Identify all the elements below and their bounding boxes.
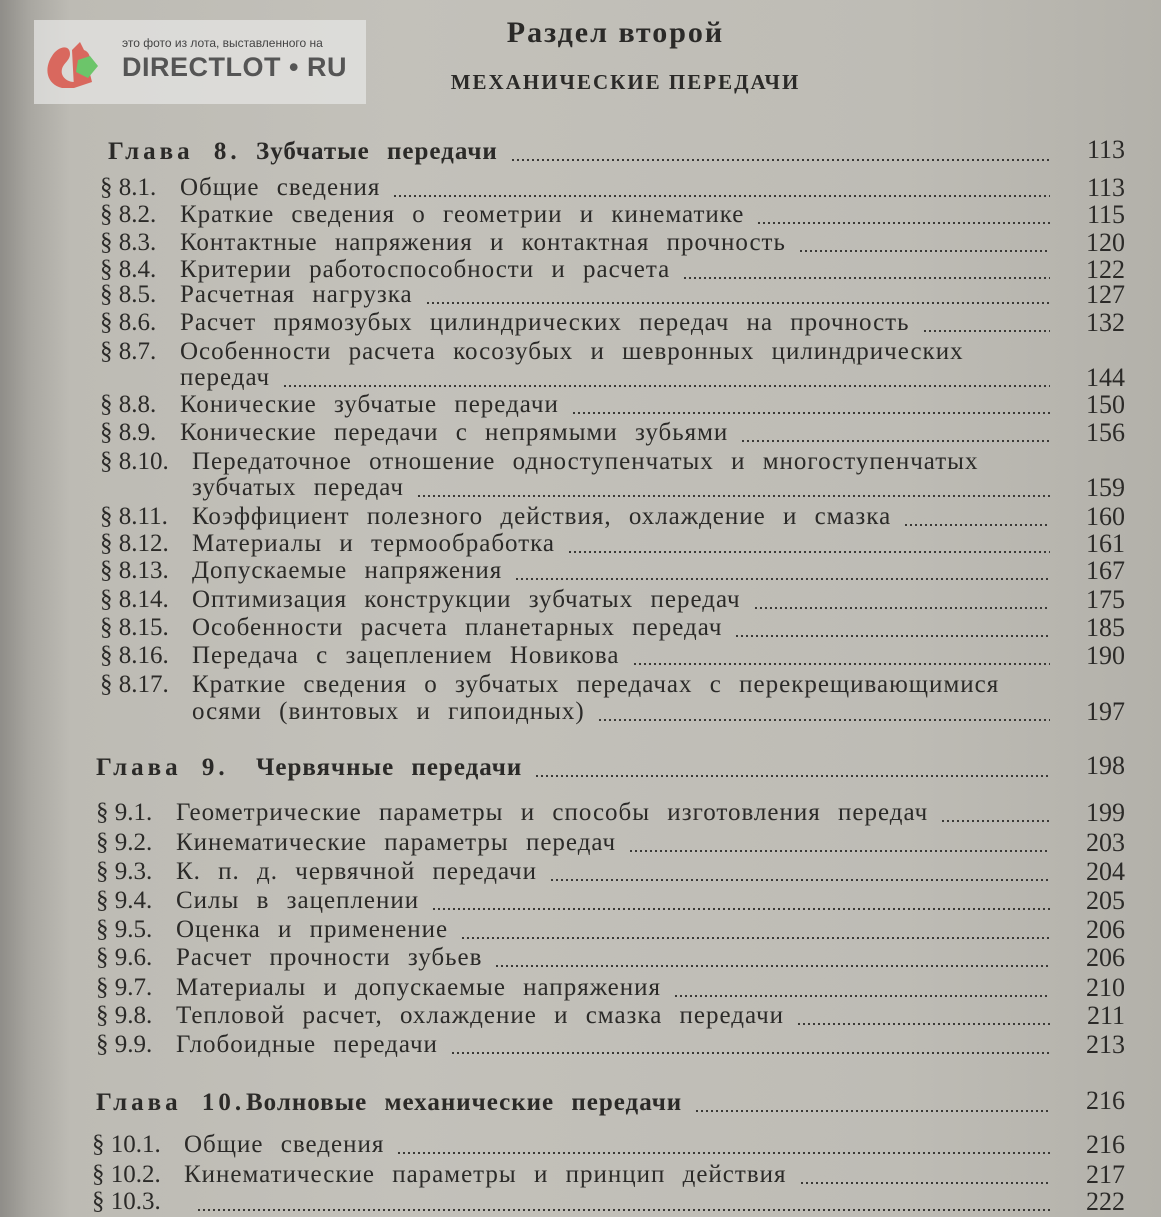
section-title: Расчет прямозубых цилиндрических передач на прочность	[180, 309, 910, 336]
section-number: § 8.15.	[100, 614, 169, 641]
section-number: § 8.1.	[100, 174, 157, 201]
dot-leader	[924, 330, 1050, 332]
toc-section-entry[interactable]	[0, 886, 1161, 916]
section-title: Тепловой расчет, охлаждение и смазка передачи	[176, 1002, 785, 1029]
toc-section-entry[interactable]	[0, 585, 1161, 615]
dot-leader	[427, 302, 1050, 304]
section-title: Контактные напряжения и контактная прочность	[180, 229, 786, 256]
section-title: Материалы и термообработка	[192, 530, 556, 557]
dot-leader	[942, 820, 1050, 822]
dot-leader	[569, 551, 1050, 553]
page-number: 160	[1086, 502, 1125, 531]
section-title-continuation: передач	[180, 364, 271, 391]
page-number: 211	[1086, 1001, 1125, 1030]
chapter-number: Глава 9.	[96, 754, 229, 781]
page-number: 213	[1086, 1030, 1125, 1059]
page-number: 150	[1086, 390, 1125, 419]
toc-section-entry[interactable]	[0, 641, 1161, 671]
toc-chapter-entry[interactable]	[0, 137, 1161, 167]
toc-section-entry[interactable]	[0, 670, 1161, 700]
toc-section-entry[interactable]	[0, 529, 1161, 559]
section-number: § 8.2.	[100, 201, 157, 228]
section-title: Раздел второй	[506, 16, 725, 49]
toc-section-entry[interactable]	[0, 308, 1161, 338]
dot-leader	[675, 995, 1050, 997]
section-title: Силы в зацеплении	[176, 887, 420, 914]
page-number: 217	[1086, 1160, 1125, 1189]
section-title: Геометрические параметры и способы изготовления передач	[176, 799, 929, 826]
dot-leader	[284, 385, 1050, 387]
page-number: 210	[1086, 973, 1125, 1002]
page-number: 199	[1086, 798, 1125, 827]
section-number: § 8.12.	[100, 530, 169, 557]
page-number: 205	[1086, 886, 1125, 915]
toc-section-entry[interactable]	[0, 1187, 1161, 1217]
dot-leader	[512, 159, 1050, 161]
toc-entry-continuation	[0, 473, 1161, 503]
section-title: Особенности расчета планетарных передач	[192, 614, 723, 641]
toc-section-entry[interactable]	[0, 613, 1161, 643]
section-number: § 8.16.	[100, 642, 169, 669]
dot-leader	[573, 412, 1050, 414]
section-number: § 9.9.	[96, 1031, 153, 1058]
page-number: 156	[1086, 418, 1125, 447]
section-number: § 8.10.	[100, 448, 169, 475]
dot-leader	[496, 965, 1050, 967]
section-number: § 10.2.	[92, 1161, 161, 1188]
page-number: 127	[1086, 280, 1125, 309]
page-number: 216	[1086, 1086, 1125, 1115]
page-number: 144	[1086, 363, 1125, 392]
dot-leader	[755, 607, 1050, 609]
toc-section-entry[interactable]	[0, 228, 1161, 258]
page-number: 175	[1086, 585, 1125, 614]
dot-leader	[516, 578, 1050, 580]
section-number: § 8.13.	[100, 557, 169, 584]
section-number: § 9.1.	[96, 799, 153, 826]
toc-section-entry[interactable]	[0, 828, 1161, 858]
dot-leader	[696, 1110, 1050, 1112]
dot-leader	[905, 524, 1050, 526]
section-title: Коэффициент полезного действия, охлаждение и смазка	[192, 503, 892, 530]
section-title: Конические зубчатые передачи	[180, 391, 559, 418]
watermark-brand: DIRECTLOT • RU	[122, 52, 347, 82]
dot-leader	[551, 879, 1050, 881]
section-title: Общие сведения	[184, 1131, 385, 1158]
dot-leader	[418, 495, 1050, 497]
section-number: § 9.2.	[96, 829, 153, 856]
section-number: § 9.3.	[96, 858, 153, 885]
section-number: § 8.14.	[100, 586, 169, 613]
section-number: § 8.6.	[100, 309, 157, 336]
section-number: § 8.7.	[100, 338, 157, 365]
section-number: § 8.3.	[100, 229, 157, 256]
section-number: § 8.4.	[100, 256, 157, 283]
toc-section-entry[interactable]	[0, 798, 1161, 828]
dot-leader	[758, 222, 1050, 224]
section-title-continuation: осями (винтовых и гипоидных)	[192, 698, 585, 725]
page-number: 206	[1086, 943, 1125, 972]
section-title: Расчет прочности зубьев	[176, 944, 483, 971]
toc-section-entry[interactable]	[0, 1030, 1161, 1060]
toc-section-entry[interactable]	[0, 915, 1161, 945]
section-number: § 9.8.	[96, 1002, 153, 1029]
watermark-caption: это фото из лота, выставленного на	[122, 36, 323, 50]
dot-leader	[599, 719, 1050, 721]
page-number: 197	[1086, 697, 1125, 726]
section-title: Расчетная нагрузка	[180, 281, 413, 308]
section-title: Общие сведения	[180, 174, 381, 201]
section-title: Материалы и допускаемые напряжения	[176, 974, 661, 1001]
dot-leader	[452, 1052, 1050, 1054]
dot-leader	[198, 1209, 1050, 1211]
section-number: § 8.8.	[100, 391, 157, 418]
section-number: § 8.17.	[100, 671, 169, 698]
toc-section-entry[interactable]	[0, 857, 1161, 887]
toc-section-entry[interactable]	[0, 173, 1161, 203]
page-number: 122	[1086, 255, 1125, 284]
section-number: § 10.3.	[92, 1188, 161, 1215]
section-title: Допускаемые напряжения	[192, 557, 503, 584]
section-title-continuation: зубчатых передач	[192, 474, 404, 501]
dot-leader	[398, 1152, 1050, 1154]
section-number: § 9.7.	[96, 974, 153, 1001]
toc-section-entry[interactable]	[0, 556, 1161, 586]
toc-entry-continuation	[0, 697, 1161, 727]
page-number: 115	[1086, 200, 1125, 229]
section-number: § 9.6.	[96, 944, 153, 971]
section-subtitle: МЕХАНИЧЕСКИЕ ПЕРЕДАЧИ	[450, 70, 801, 94]
toc-section-entry[interactable]	[0, 973, 1161, 1003]
section-number: § 9.4.	[96, 887, 153, 914]
dot-leader	[684, 277, 1050, 279]
dot-leader	[433, 908, 1050, 910]
dot-leader	[801, 1182, 1050, 1184]
section-title: Конические передачи с непрямыми зубьями	[180, 419, 729, 446]
chapter-title: Зубчатые передачи	[256, 138, 498, 165]
section-title: Глобоидные передачи	[176, 1031, 438, 1058]
section-number: § 8.11.	[100, 503, 168, 530]
dot-leader	[536, 775, 1050, 777]
section-title: Краткие сведения о геометрии и кинематике	[180, 201, 745, 228]
page-number: 159	[1086, 473, 1125, 502]
section-number: § 8.9.	[100, 419, 157, 446]
dot-leader	[462, 937, 1050, 939]
dot-leader	[630, 850, 1050, 852]
toc-section-entry[interactable]	[0, 1130, 1161, 1160]
toc-section-entry[interactable]	[0, 390, 1161, 420]
page-number: 206	[1086, 915, 1125, 944]
page-number: 222	[1086, 1187, 1125, 1216]
section-title: К. п. д. червячной передачи	[176, 858, 538, 885]
page-number: 185	[1086, 613, 1125, 642]
section-number: § 9.5.	[96, 916, 153, 943]
section-title: Передаточное отношение одноступенчатых и многоступенчатых	[192, 448, 979, 475]
dot-leader	[394, 195, 1050, 197]
chapter-number: Глава 10.	[96, 1089, 246, 1116]
toc-section-entry[interactable]	[0, 280, 1161, 310]
toc-chapter-entry[interactable]	[0, 1088, 1161, 1118]
page-number: 216	[1086, 1130, 1125, 1159]
toc-section-entry[interactable]	[0, 418, 1161, 448]
dot-leader	[742, 440, 1050, 442]
section-title: Кинематические параметры передач	[176, 829, 617, 856]
section-number: § 8.5.	[100, 281, 157, 308]
section-title: Оптимизация конструкции зубчатых передач	[192, 586, 741, 613]
page-number: 203	[1086, 828, 1125, 857]
page-number: 198	[1086, 751, 1125, 780]
toc-chapter-entry[interactable]	[0, 753, 1161, 783]
toc-section-entry[interactable]	[0, 943, 1161, 973]
toc-section-entry[interactable]	[0, 1001, 1161, 1031]
toc-entry-continuation	[0, 363, 1161, 393]
dot-leader	[634, 663, 1050, 665]
chapter-number: Глава 8.	[108, 138, 241, 165]
dot-leader	[736, 635, 1050, 637]
toc-section-entry[interactable]	[0, 1160, 1161, 1190]
section-title: Передача с зацеплением Новикова	[192, 642, 620, 669]
chapter-title: Волновые механические передачи	[246, 1089, 683, 1116]
section-title: Критерии работоспособности и расчета	[180, 256, 671, 283]
page-number: 120	[1086, 228, 1125, 257]
dot-leader	[798, 1023, 1050, 1025]
page-number: 204	[1086, 857, 1125, 886]
dot-leader	[800, 250, 1050, 252]
toc-section-entry[interactable]	[0, 502, 1161, 532]
page-number: 132	[1086, 308, 1125, 337]
page-number: 113	[1086, 173, 1125, 202]
toc-section-entry[interactable]	[0, 200, 1161, 230]
section-title: Краткие сведения о зубчатых передачах с перекрещивающимися	[192, 671, 1000, 698]
page-number: 113	[1086, 135, 1125, 164]
page-number: 167	[1086, 556, 1125, 585]
section-title: Оценка и применение	[176, 916, 449, 943]
section-title: Особенности расчета косозубых и шевронных цилиндрических	[180, 338, 964, 365]
page-number: 161	[1086, 529, 1125, 558]
section-title: Кинематические параметры и принцип действия	[184, 1161, 787, 1188]
chapter-title: Червячные передачи	[256, 754, 523, 781]
page-number: 190	[1086, 641, 1125, 670]
section-number: § 10.1.	[92, 1131, 161, 1158]
